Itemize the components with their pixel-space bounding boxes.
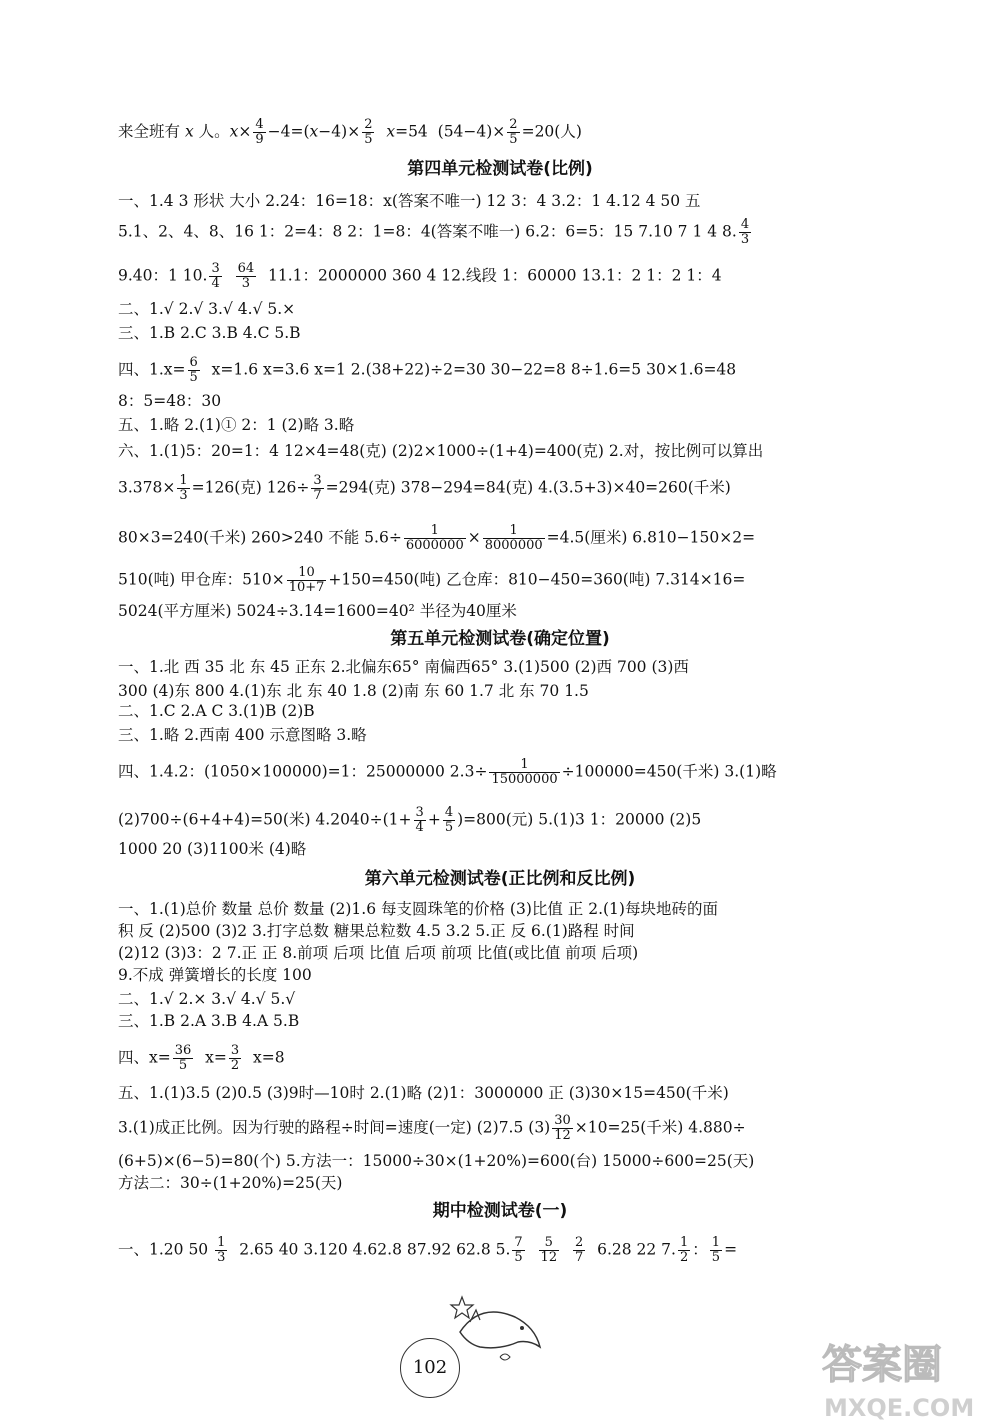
unit4-line: 3.378× $\frac{1}{3}$ =126(克) 126÷ $\frac{3}{7}$ =294(克) 378−294=84(克) 4.(3.5+3)×40=260(千米) — [118, 473, 731, 503]
unit4-line: 5.1、2、4、8、16 1：2=4：8 2：1=8：4(答案不唯一) 6.2：6=5：15 7.10 7 1 4 8. $\frac{4}{3}$ — [118, 217, 750, 247]
unit5-title: 第五单元检测试卷(确定位置) — [390, 629, 610, 649]
watermark-logo — [812, 1328, 992, 1423]
unit6-line: 9.不成 弹簧增长的长度 100 — [118, 966, 312, 984]
unit5-line: 一、1.北 西 35 北 东 45 正东 2.北偏东65° 南偏西65° 3.(1)500 (2)西 700 (3)西 — [118, 658, 689, 676]
unit4-line: 8：5=48：30 — [118, 392, 222, 410]
midterm-title: 期中检测试卷(一) — [432, 1201, 568, 1221]
top-line: 来全班有 x 人。x× $\frac{4}{9}$ −4=(x−4)× $\frac{2}{5}$ x=54 (54−4)× $\frac{2}{5}$ =20(人) — [118, 117, 582, 147]
unit5-line: 二、1.C 2.A C 3.(1)B (2)B — [118, 702, 315, 720]
unit4-line: 六、1.(1)5：20=1：4 12×4=48(克) (2)2×1000÷(1+4)=400(克) 2.对，按比例可以算出 — [118, 442, 764, 460]
unit6-line: 3.(1)成正比例。因为行驶的路程÷时间=速度(一定) (2)7.5 (3) $\frac{30}{12}$ ×10=25(千米) 4.880÷ — [118, 1113, 746, 1143]
unit5-line: 300 (4)东 800 4.(1)东 北 东 40 1.8 (2)南 东 60 1.7 北 东 70 1.5 — [118, 682, 589, 700]
unit5-line: 1000 20 (3)1100米 (4)略 — [118, 840, 307, 858]
unit6-line: 三、1.B 2.A 3.B 4.A 5.B — [118, 1012, 300, 1030]
unit6-title: 第六单元检测试卷(正比例和反比例) — [364, 869, 636, 889]
unit6-line: 积 反 (2)500 (3)2 3.打字总数 糖果总粒数 4.5 3.2 5.正 反 6.(1)路程 时间 — [118, 922, 635, 940]
unit5-line: (2)700÷(6+4+4)=50(米) 4.2040÷(1+ $\frac{3}{4}$ + $\frac{4}{5}$ )=800(元) 5.(1)3 1：20000 (2)5 — [118, 805, 702, 835]
unit5-line: 四、1.4.2：(1050×100000)=1：25000000 2.3÷ $\frac{1}{15000000}$ ÷100000=450(千米) 3.(1)略 — [118, 757, 777, 787]
unit4-line: 80×3=240(千米) 260>240 不能 5.6÷ $\frac{1}{6000000}$ × $\frac{1}{8000000}$ =4.5(厘米) 6.810−150×2= — [118, 523, 756, 553]
unit4-line: 二、1.√ 2.√ 3.√ 4.√ 5.× — [118, 300, 296, 318]
page-number: 102 — [400, 1338, 460, 1398]
unit4-line: 一、1.4 3 形状 大小 2.24：16=18：x(答案不唯一) 12 3：4 3.2：1 4.12 4 50 五 — [118, 192, 701, 210]
unit5-line: 三、1.略 2.西南 400 示意图略 3.略 — [118, 726, 367, 744]
unit6-line: (2)12 (3)3：2 7.正 正 8.前项 后项 比值 后项 前项 比值(或比值 前项 后项) — [118, 944, 639, 962]
unit6-line: 四、x= $\frac{36}{5}$ x= $\frac{3}{2}$ x=8 — [118, 1043, 285, 1073]
unit4-line: 510(吨) 甲仓库：510× $\frac{10}{10+7}$ +150=450(吨) 乙仓库：810−450=360(吨) 7.314×16= — [118, 565, 746, 595]
unit6-line: 一、1.(1)总价 数量 总价 数量 (2)1.6 每支圆珠笔的价格 (3)比值 正 2.(1)每块地砖的面 — [118, 900, 718, 918]
unit4-line: 三、1.B 2.C 3.B 4.C 5.B — [118, 324, 301, 342]
unit4-line: 9.40：1 10. $\frac{3}{4}$ $\frac{64}{3}$ 11.1：2000000 360 4 12.线段 1：60000 13.1：2 1：2 1：4 — [118, 261, 722, 291]
unit4-title: 第四单元检测试卷(比例) — [407, 159, 593, 179]
unit4-line: 五、1.略 2.(1)① 2：1 (2)略 3.略 — [118, 416, 355, 434]
unit4-line: 5024(平方厘米) 5024÷3.14=1600=40² 半径为40厘米 — [118, 602, 517, 620]
unit6-line: 五、1.(1)3.5 (2)0.5 (3)9时—10时 2.(1)略 (2)1：3000000 正 (3)30×15=450(千米) — [118, 1084, 729, 1102]
unit6-line: 方法二：30÷(1+20%)=25(天) — [118, 1174, 343, 1192]
unit6-line: 二、1.√ 2.× 3.√ 4.√ 5.√ — [118, 990, 296, 1008]
svg-text:MXQE.COM: MXQE.COM — [824, 1394, 975, 1422]
unit4-line: 四、1.x= $\frac{6}{5}$ x=1.6 x=3.6 x=1 2.(38+22)÷2=30 30−22=8 8÷1.6=5 30×1.6=48 — [118, 355, 737, 385]
svg-text:答案圈: 答案圈 — [822, 1342, 942, 1388]
midterm-line: 一、1.20 50 $\frac{1}{3}$ 2.65 40 3.120 4.62.8 87.92 62.8 5. $\frac{7}{5}$ $\frac{5}{12}$ $\frac{2}{7}$ 6.28 22 7. $\frac{1}{2}$ ： $\frac{1}{5}$ = — [118, 1235, 738, 1265]
unit6-line: (6+5)×(6−5)=80(个) 5.方法一：15000÷30×(1+20%)=600(台) 15000÷600=25(天) — [118, 1152, 755, 1170]
